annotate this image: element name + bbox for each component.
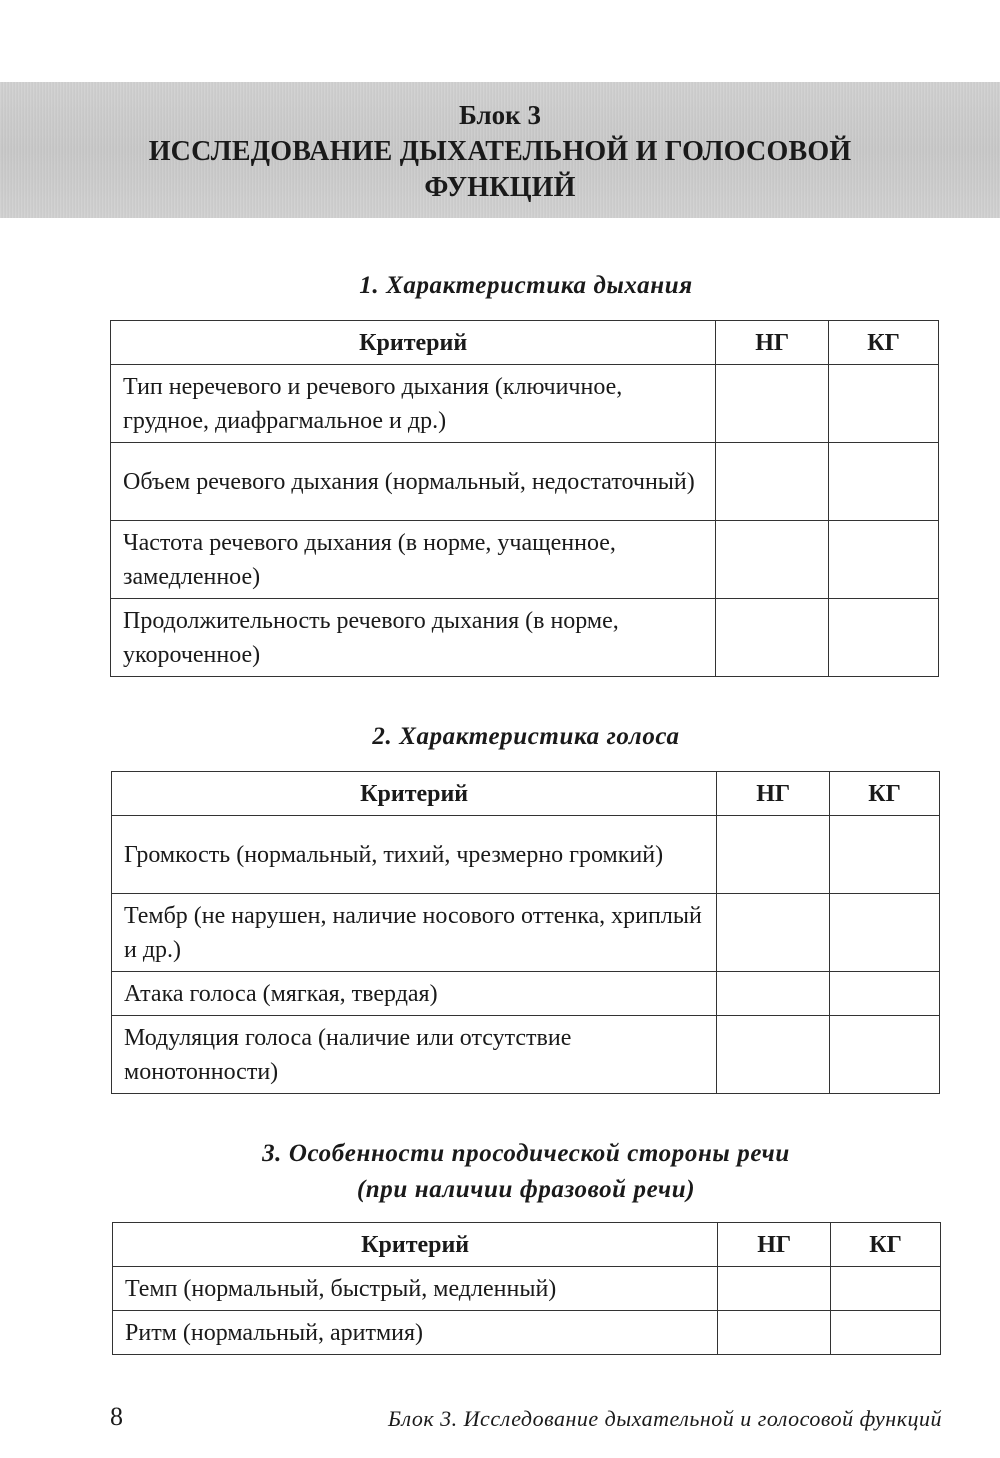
table-row: [113, 1267, 941, 1311]
section-title-voice: 2. Характеристика голоса: [372, 723, 680, 750]
table-row: [112, 1016, 940, 1094]
ng-cell[interactable]: [716, 521, 829, 599]
column-header-kg: КГ: [829, 321, 939, 365]
prosody-criteria-table: [112, 1222, 941, 1355]
column-header-kg: КГ: [830, 772, 940, 816]
criterion-cell: Атака голоса (мягкая, твердая): [112, 972, 717, 1016]
kg-cell[interactable]: [831, 1311, 941, 1355]
kg-cell[interactable]: [830, 816, 940, 894]
criterion-cell: Тип неречевого и речевого дыхания (ключичное, грудное, диафрагмальное и др.): [111, 365, 716, 443]
table-header-row: [113, 1223, 941, 1267]
kg-cell[interactable]: [831, 1267, 941, 1311]
voice-criteria-table: [111, 771, 940, 1094]
column-header-criterion: Критерий: [112, 772, 717, 816]
criterion-cell: Частота речевого дыхания (в норме, учащенное, замедленное): [111, 521, 716, 599]
column-header-ng: НГ: [717, 772, 830, 816]
table-row: [113, 1311, 941, 1355]
block-title: ИССЛЕДОВАНИЕ ДЫХАТЕЛЬНОЙ И ГОЛОСОВОЙ ФУНКЦИЙ: [148, 136, 852, 203]
section-title-prosody: 3. Особенности просодической стороны речи: [262, 1140, 790, 1167]
column-header-ng: НГ: [716, 321, 829, 365]
ng-cell[interactable]: [718, 1311, 831, 1355]
ng-cell[interactable]: [717, 972, 830, 1016]
block-label: Блок 3: [459, 100, 541, 130]
column-header-ng: НГ: [718, 1223, 831, 1267]
block-header-banner: [0, 82, 1000, 218]
kg-cell[interactable]: [829, 521, 939, 599]
criterion-cell: Объем речевого дыхания (нормальный, недостаточный): [111, 443, 716, 521]
kg-cell[interactable]: [830, 1016, 940, 1094]
page-number: 8: [110, 1402, 123, 1431]
table-row: [111, 521, 939, 599]
criterion-cell: Громкость (нормальный, тихий, чрезмерно громкий): [112, 816, 717, 894]
table-row: [111, 599, 939, 677]
ng-cell[interactable]: [717, 894, 830, 972]
table-header-row: [111, 321, 939, 365]
kg-cell[interactable]: [829, 599, 939, 677]
ng-cell[interactable]: [718, 1267, 831, 1311]
ng-cell[interactable]: [717, 1016, 830, 1094]
ng-cell[interactable]: [716, 443, 829, 521]
running-footer-title: Блок 3. Исследование дыхательной и голосовой функций: [388, 1406, 942, 1431]
table-row: [112, 894, 940, 972]
table-header-row: [112, 772, 940, 816]
table-row: [112, 972, 940, 1016]
kg-cell[interactable]: [829, 365, 939, 443]
criterion-cell: Продолжительность речевого дыхания (в норме, укороченное): [111, 599, 716, 677]
criterion-cell: Тембр (не нарушен, наличие носового оттенка, хриплый и др.): [112, 894, 717, 972]
table-row: [111, 443, 939, 521]
section-title-breathing: 1. Характеристика дыхания: [359, 272, 693, 299]
column-header-criterion: Критерий: [111, 321, 716, 365]
ng-cell[interactable]: [717, 816, 830, 894]
table-row: [112, 816, 940, 894]
criterion-cell: Ритм (нормальный, аритмия): [113, 1311, 718, 1355]
ng-cell[interactable]: [716, 599, 829, 677]
criterion-cell: Модуляция голоса (наличие или отсутствие монотонности): [112, 1016, 717, 1094]
column-header-kg: КГ: [831, 1223, 941, 1267]
table-row: [111, 365, 939, 443]
section-subtitle-prosody: (при наличии фразовой речи): [356, 1176, 696, 1203]
criterion-cell: Темп (нормальный, быстрый, медленный): [113, 1267, 718, 1311]
ng-cell[interactable]: [716, 365, 829, 443]
breathing-criteria-table: [110, 320, 939, 677]
kg-cell[interactable]: [830, 894, 940, 972]
column-header-criterion: Критерий: [113, 1223, 718, 1267]
kg-cell[interactable]: [829, 443, 939, 521]
kg-cell[interactable]: [830, 972, 940, 1016]
